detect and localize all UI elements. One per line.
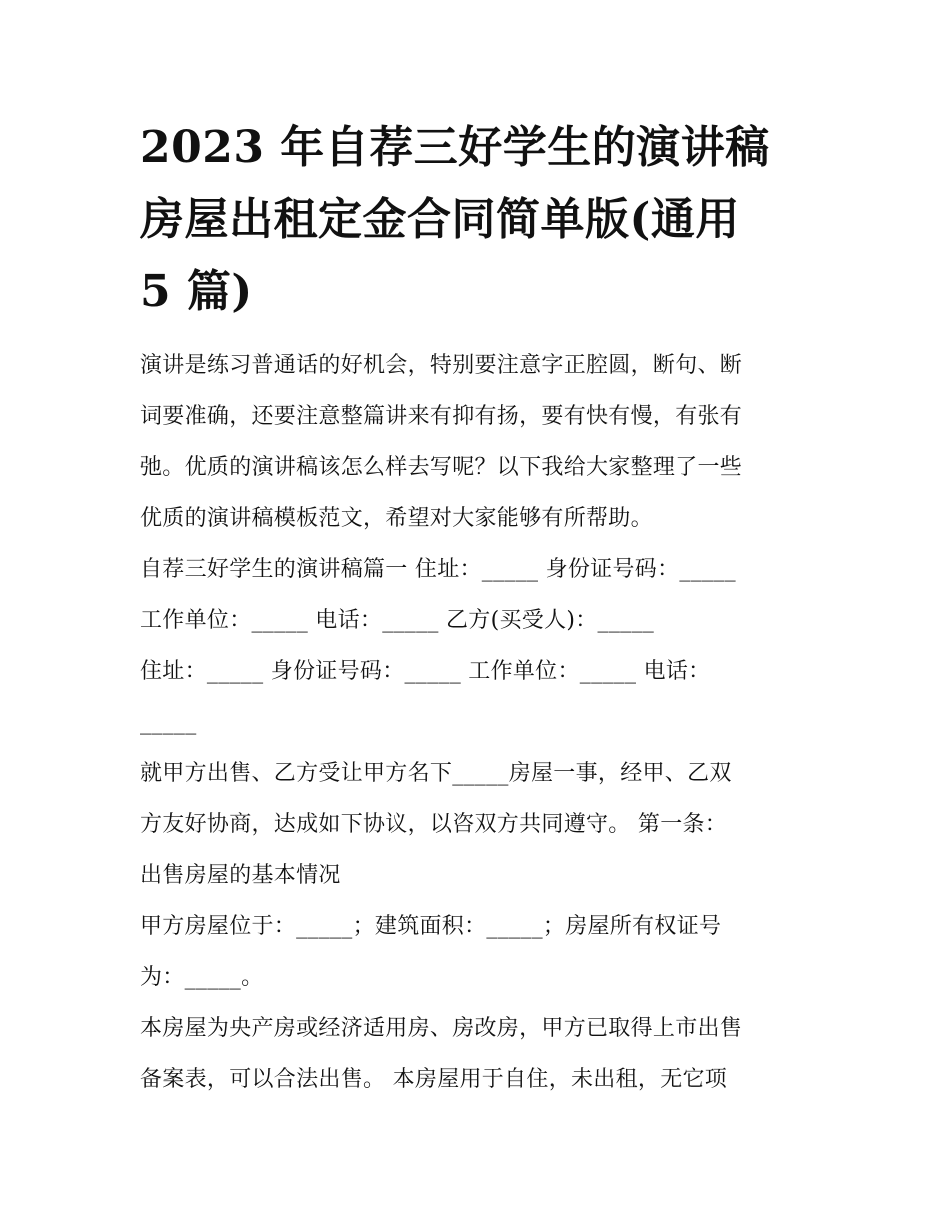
text-line: 演讲是练习普通话的好机会，特别要注意字正腔圆，断句、断 [140, 353, 743, 378]
text-line: 词要准确，还要注意整篇讲来有抑有扬，要有快有慢，有张有 [140, 404, 743, 429]
title-line: 5 篇) [140, 266, 253, 317]
text-line: 甲方房屋位于：_____；建筑面积：_____；房屋所有权证号 [140, 914, 722, 939]
document-content [140, 112, 820, 1105]
text-line: 优质的演讲稿模板范文，希望对大家能够有所帮助。 [140, 506, 653, 531]
intro-paragraph [140, 340, 820, 544]
text-line: 方友好协商，达成如下协议，以咨双方共同遵守。 第一条： [140, 812, 728, 837]
text-line: 自荐三好学生的演讲稿篇一 住址：_____ 身份证号码：_____ [140, 557, 736, 582]
text-line: 备案表，可以合法出售。 本房屋用于自住，未出租，无它项 [140, 1067, 728, 1092]
title-line: 2023 年自荐三好学生的演讲稿 [140, 122, 770, 173]
text-line: 工作单位：_____ 电话：_____ 乙方(买受人)：_____ [140, 608, 655, 633]
party-info-paragraph [140, 544, 820, 748]
property-status-paragraph [140, 1003, 820, 1105]
text-line: 住址：_____ 身份证号码：_____ 工作单位：_____ 电话： [140, 659, 711, 684]
text-line: 出售房屋的基本情况 [140, 863, 341, 888]
property-location-paragraph [140, 901, 820, 1003]
title-line: 房屋出租定金合同简单版(通用 [140, 194, 740, 245]
text-line: 弛。优质的演讲稿该怎么样去写呢？以下我给大家整理了一些 [140, 455, 743, 480]
agreement-paragraph [140, 748, 820, 901]
text-line: 为：_____。 [140, 965, 264, 990]
text-line: _____ [140, 710, 197, 735]
text-line: 本房屋为央产房或经济适用房、房改房，甲方已取得上市出售 [140, 1016, 743, 1041]
document-title [140, 112, 820, 328]
text-line: 就甲方出售、乙方受让甲方名下_____房屋一事，经甲、乙双 [140, 761, 732, 786]
